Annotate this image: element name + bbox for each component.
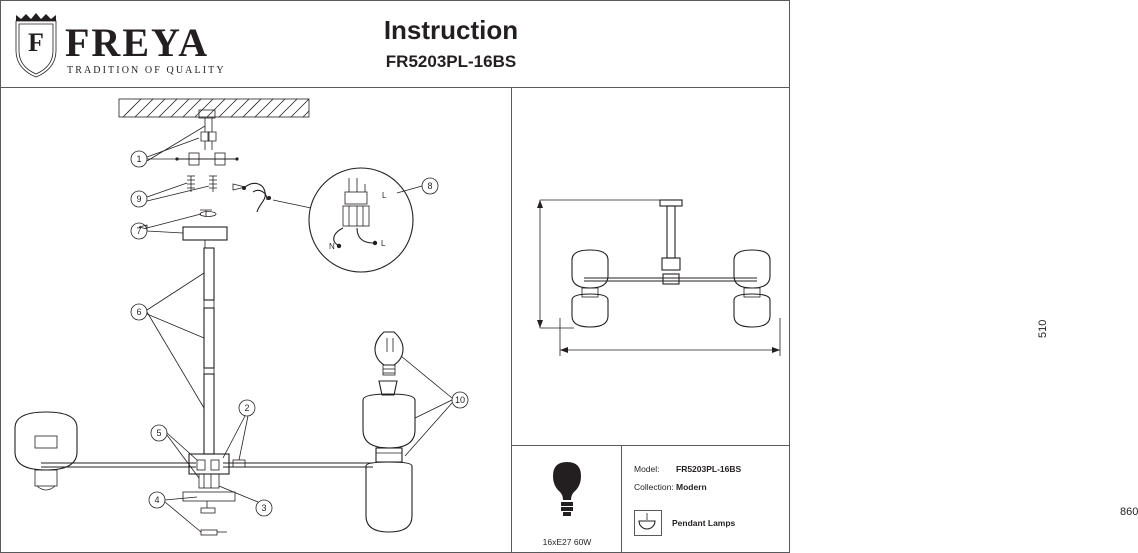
header	[1, 1, 789, 88]
category-label: Pendant Lamps	[672, 518, 736, 528]
dimension-drawing	[512, 88, 789, 446]
screw-set	[187, 176, 217, 192]
terminal-block-detail	[309, 168, 413, 272]
svg-text:N: N	[329, 242, 335, 251]
dim-right-lamp	[734, 250, 770, 327]
model-info-cell	[622, 446, 789, 553]
svg-text:8: 8	[427, 181, 433, 191]
ceiling-hatch	[119, 99, 309, 118]
title-block	[301, 15, 601, 72]
small-parts	[201, 530, 227, 535]
model-value: FR5203PL-16BS	[676, 464, 742, 474]
collection-row	[634, 482, 707, 492]
fixing-screws	[201, 118, 216, 150]
category-row	[634, 510, 735, 536]
svg-text:7: 7	[136, 226, 142, 236]
model-row	[634, 464, 741, 474]
brand-logo	[9, 9, 249, 79]
svg-text:1: 1	[136, 154, 142, 164]
model-code: FR5203PL-16BS	[385, 52, 517, 71]
svg-text:9: 9	[136, 194, 142, 204]
svg-text:10: 10	[454, 395, 466, 405]
callout-leaders	[131, 126, 468, 532]
svg-text:L: L	[381, 239, 386, 248]
width-dimension	[560, 318, 780, 356]
pendant-lamp-icon	[634, 510, 662, 536]
left-lamp-shade	[15, 412, 77, 490]
svg-text:6: 6	[136, 307, 142, 317]
spec-table	[512, 446, 789, 553]
main-rod	[204, 248, 214, 454]
svg-text:2: 2	[244, 403, 250, 413]
bulb-icon	[512, 446, 622, 524]
width-dimension-label: 860	[1120, 506, 1138, 518]
svg-text:F: F	[28, 28, 44, 57]
svg-text:L: L	[382, 191, 387, 200]
collection-label: Collection:	[634, 482, 674, 492]
brand-tagline: TRADITION OF QUALITY	[67, 65, 226, 76]
bulb-spec-cell	[512, 446, 622, 553]
collection-value: Modern	[676, 482, 707, 492]
brand-name: FREYA	[65, 20, 210, 65]
canopy	[183, 210, 227, 248]
specification-panel	[512, 88, 1138, 553]
assembly-diagram-panel	[1, 88, 512, 553]
height-dimension	[537, 200, 660, 328]
mounting-bracket	[175, 153, 238, 165]
svg-text:5: 5	[156, 428, 162, 438]
wire-harness	[233, 183, 271, 212]
svg-text:4: 4	[154, 495, 160, 505]
exploded-assembly-diagram	[1, 88, 512, 553]
height-dimension-label: 510	[1037, 319, 1049, 338]
crest-icon	[13, 11, 59, 79]
svg-text:3: 3	[261, 503, 267, 513]
dim-left-lamp	[572, 250, 608, 327]
bulb-spec-text: 16xE27 60W	[542, 537, 592, 547]
arm-assembly	[41, 454, 373, 513]
right-lamp-assembly	[363, 332, 415, 532]
page-title: Instruction	[383, 15, 519, 45]
model-label: Model:	[634, 464, 660, 474]
